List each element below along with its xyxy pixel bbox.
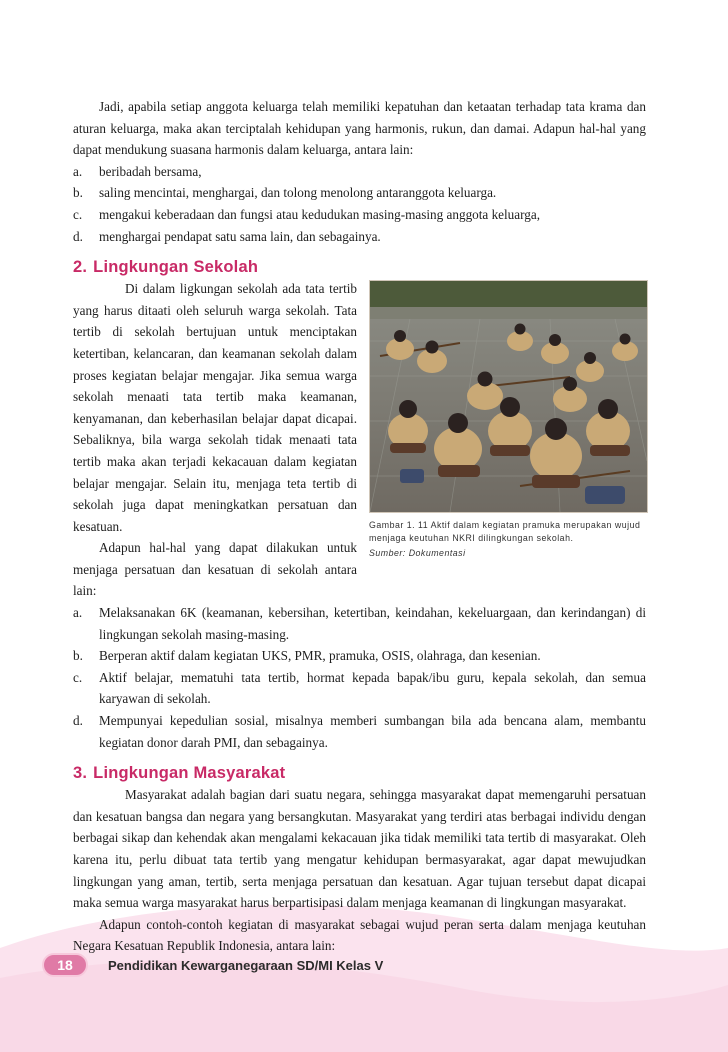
scout-activity-photo (369, 280, 648, 513)
figure-source: Sumber: Dokumentasi (369, 548, 466, 559)
list-item: b. saling mencintai, menghargai, dan tolong menolong antaranggota keluarga. (73, 185, 497, 201)
figure-scout-activity (369, 280, 646, 560)
community-paragraph-2: Adapun contoh-contoh kegiatan di masyarakat sebagai wujud peran serta dalam menjaga keutuhan Negara Kesatuan Republik Indonesia, antara lain: (73, 916, 646, 954)
intro-paragraph: Jadi, apabila setiap anggota keluarga telah memiliki kepatuhan dan ketaatan terhadap tata krama dan aturan keluarga, maka akan terciptalah kehidupan yang harmonis, rukun, dan damai. Adapun hal-hal yang dapat mendukung suasana harmonis dalam keluarga, antara lain: (73, 99, 646, 158)
family-harmony-list (73, 161, 646, 247)
list-item: b. Berperan aktif dalam kegiatan UKS, PMR, pramuka, OSIS, olahraga, dan kesenian. (73, 648, 541, 664)
section-heading-school: 2. Lingkungan Sekolah (73, 258, 259, 277)
figure-caption: Gambar 1. 11 Aktif dalam kegiatan pramuka merupakan wujud menjaga keutuhan NKRI dilingkungan sekolah. (369, 520, 641, 544)
school-unity-list (73, 602, 646, 753)
school-paragraph-2: Adapun hal-hal yang dapat dilakukan untuk menjaga persatuan dan kesatuan di sekolah antara lain: (73, 540, 357, 599)
list-item: d. Mempunyai kepedulian sosial, misalnya memberi sumbangan bila ada bencana alam, membantu kegiatan donor darah PMI, dan sebagainya. (73, 713, 646, 750)
page-number-badge: 18 (42, 953, 88, 977)
section-heading-community: 3. Lingkungan Masyarakat (73, 764, 286, 783)
list-item: c. Aktif belajar, mematuhi tata tertib, hormat kepada bapak/ibu guru, kepala sekolah, dan semua karyawan di sekolah. (73, 669, 646, 707)
school-paragraph-1: Di dalam ligkungan sekolah ada tata tertib yang harus ditaati oleh seluruh warga sekolah. Tata tertib di sekolah bertujuan untuk menciptakan ketertiban, kelancaran, dan keamanan sekolah dalam proses kegiatan belajar mengajar. Jika semua warga sekolah menaati tata tertib maka keamanan, kenyamanan, dan keberhasilan belajar dapat dicapai. Sebaliknya, bila warga sekolah tidak menaati tata tertib maka akan terjadi kekacauan dalam kegiatan belajar mengajar. Selain itu, menjaga teta tertib di sekolah juga dapat meningkatkan persatuan dan kesatuan. (73, 281, 357, 534)
community-paragraph-1: Masyarakat adalah bagian dari suatu negara, sehingga masyarakat dapat memengaruhi persatuan dan kesatuan bangsa dan negara yang bersangkutan. Masyarakat yang terdiri atas berbagai individu dengan berbagai sikap dan kehendak akan mengalami kekacauan jika tidak memiliki tata tertib di masyarakat. Oleh karena itu, perlu dibuat tata tertib yang mengatur kehidupan bermasyarakat, agar dapat mewujudkan lingkungan yang aman, tertib, serta menjaga persatuan dan kesatuan. Agar tujuan tersebut dapat dicapai maka semua warga masyarakat harus berpartisipasi dalam menjaga keamanan di lingkungan masyarakat. (73, 787, 646, 911)
list-item: c. mengakui keberadaan dan fungsi atau kedudukan masing-masing anggota keluarga, (73, 206, 541, 222)
list-item: a. Melaksanakan 6K (keamanan, kebersihan, ketertiban, keindahan, kekeluargaan, dan kerindangan) di lingkungan sekolah masing-masing. (73, 605, 646, 642)
page-content (73, 96, 646, 957)
list-item: d. menghargai pendapat satu sama lain, dan sebagainya. (73, 228, 381, 244)
list-item: a. beribadah bersama, (73, 163, 202, 179)
page-footer (42, 952, 462, 978)
book-title: Pendidikan Kewarganegaraan SD/MI Kelas V (108, 957, 384, 973)
